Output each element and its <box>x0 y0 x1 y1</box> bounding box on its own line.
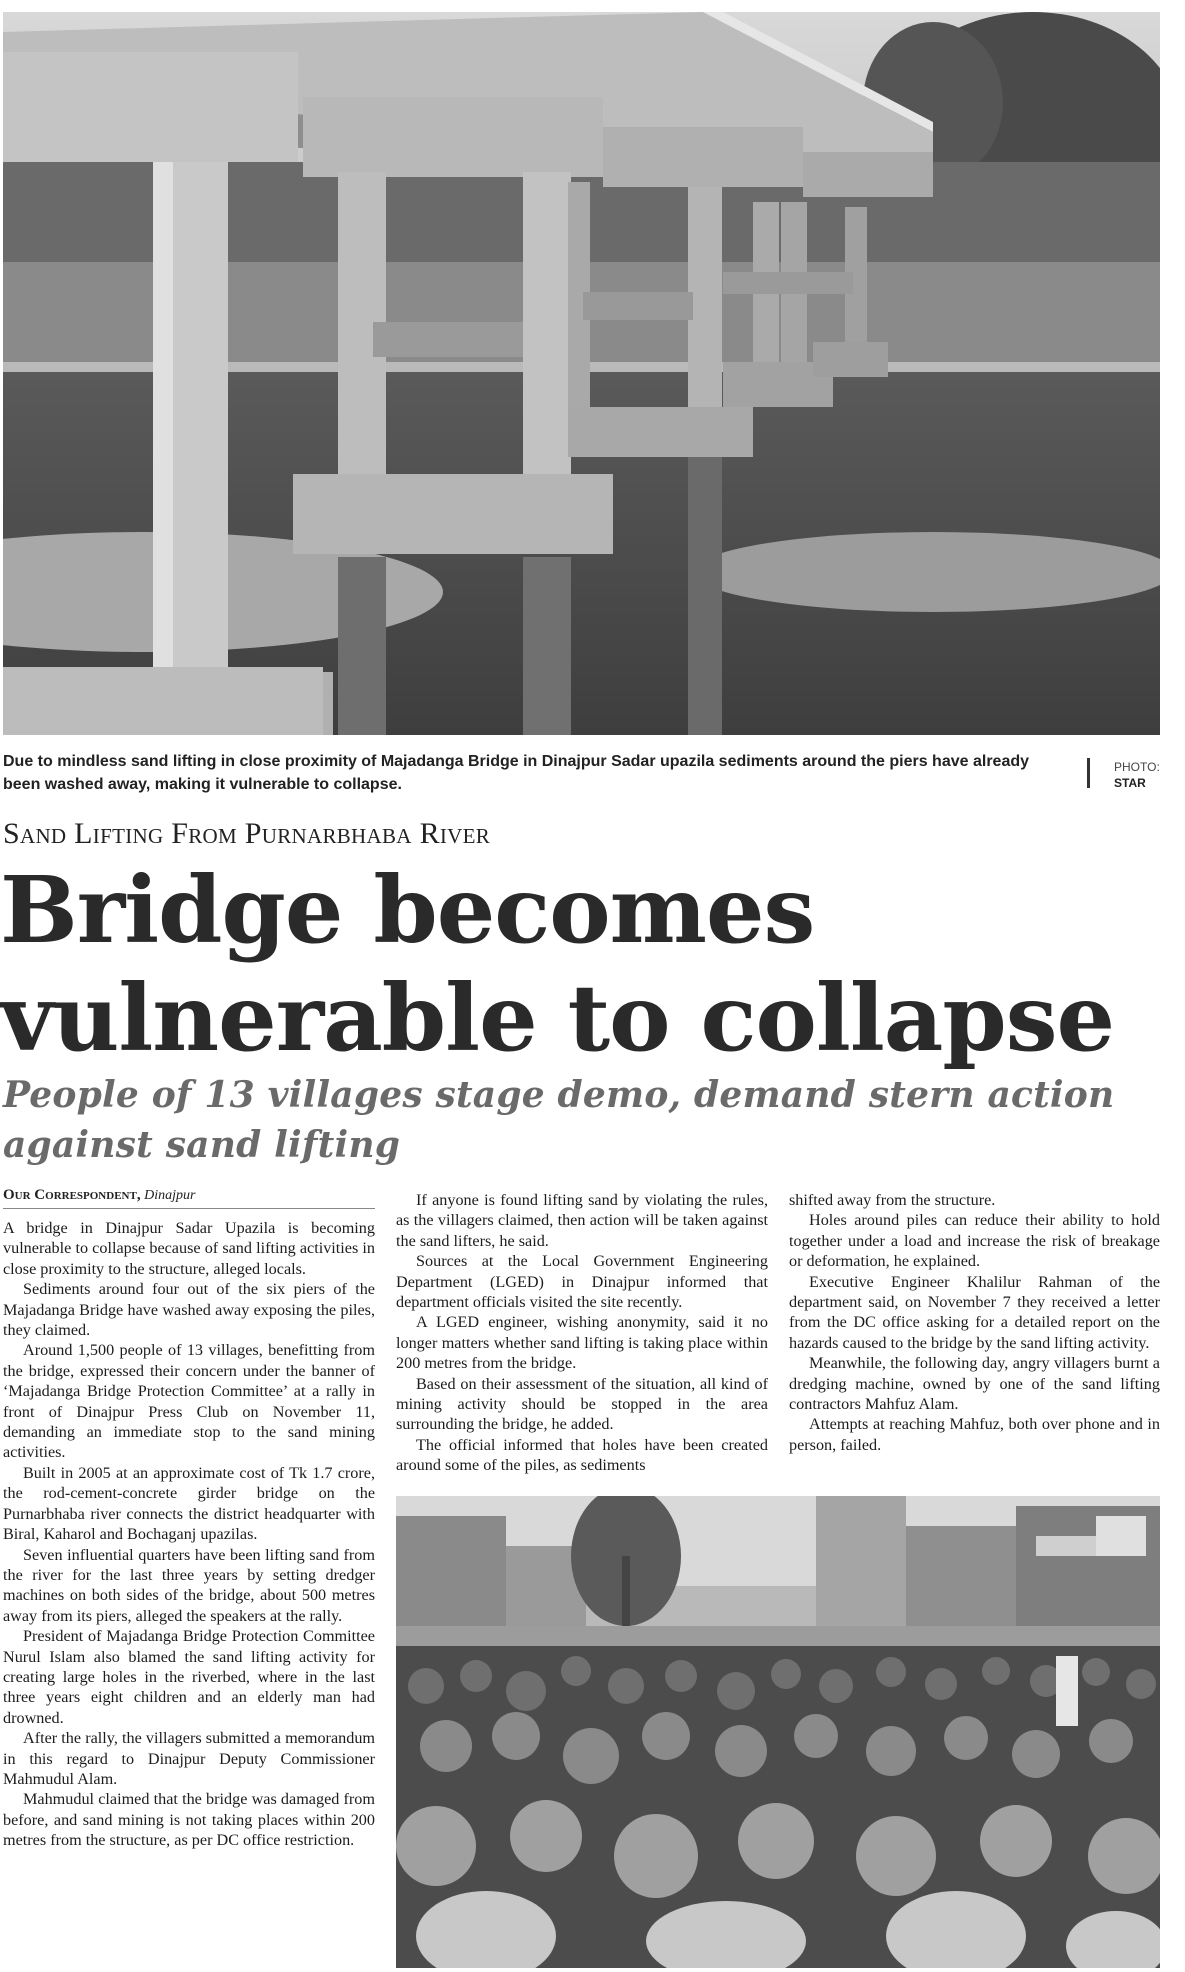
rally-crowd-photo <box>396 1496 1160 1968</box>
bridge-photo <box>3 12 1160 735</box>
rally-crowd-graphic <box>396 1496 1160 1968</box>
article-column-2 <box>396 1190 768 1476</box>
photo-credit-label: PHOTO: <box>1114 760 1160 774</box>
paragraph: Sediments around four out of the six piers of the Majadanga Bridge have washed away exposing the piles, they claimed. <box>3 1280 375 1340</box>
article-column-3 <box>789 1190 1160 1455</box>
kicker: Sand Lifting From Purnarbhaba River <box>3 817 491 850</box>
subheadline: People of 13 villages stage demo, demand stern action against sand lifting <box>3 1074 1115 1166</box>
photo-credit <box>1114 759 1174 791</box>
paragraph: Executive Engineer Khalilur Rahman of the department said, on November 7 they received a letter from the DC office asking for a detailed report on the hazards caused to the bridge by the sand lifting activity. <box>789 1272 1160 1352</box>
paragraph: After the rally, the villagers submitted a memorandum in this regard to Dinajpur Deputy Commissioner Mahmudul Alam. <box>3 1729 375 1788</box>
article-column-1 <box>3 1218 375 1851</box>
paragraph: Meanwhile, the following day, angry villagers burnt a dredging machine, owned by one of the sand lifting contractors Mahfuz Alam. <box>789 1354 1160 1414</box>
credit-divider <box>1087 758 1090 788</box>
paragraph: Seven influential quarters have been lifting sand from the river for the last three years by setting dredger machines on both sides of the bridge, about 500 metres away from its piers, alleged the speakers at the rally. <box>3 1545 375 1625</box>
paragraph: Around 1,500 people of 13 villages, benefitting from the bridge, expressed their concern under the banner of ‘Majadanga Bridge Protection Committee’ at a rally in front of Dinajpur Press Club on November 11, demanding an immediate stop to the sand mining activities. <box>3 1341 375 1462</box>
paragraph: Attempts at reaching Mahfuz, both over phone and in person, failed. <box>789 1415 1160 1454</box>
paragraph: President of Majadanga Bridge Protection Committee Nurul Islam also blamed the sand lifting activity for creating large holes in the riverbed, where in the last three years eight children and an elderly man had drowned. <box>3 1627 375 1727</box>
paragraph: Based on their assessment of the situation, all kind of mining activity should be stopped in the area surrounding the bridge, he added. <box>396 1374 768 1434</box>
paragraph: The official informed that holes have been created around some of the piles, as sediments <box>396 1435 768 1475</box>
paragraph: A LGED engineer, wishing anonymity, said it no longer matters whether sand lifting is taking place within 200 metres from the bridge. <box>396 1313 768 1373</box>
paragraph: Sources at the Local Government Engineering Department (LGED) in Dinajpur informed that department officials visited the site recently. <box>396 1252 768 1312</box>
paragraph: If anyone is found lifting sand by violating the rules, as the villagers claimed, then action will be taken against the sand lifters, he said. <box>396 1191 768 1250</box>
byline-divider <box>3 1208 375 1209</box>
paragraph: shifted away from the structure. <box>789 1191 996 1209</box>
photo-credit-agency: STAR <box>1114 776 1146 790</box>
byline-place: Dinajpur <box>144 1188 196 1203</box>
paragraph: Mahmudul claimed that the bridge was damaged from before, and sand mining is not taking places within 200 metres from the structure, as per DC office restriction. <box>3 1790 375 1850</box>
headline: Bridge becomes vulnerable to collapse <box>0 856 1115 1072</box>
byline <box>3 1186 383 1205</box>
paragraph: Holes around piles can reduce their ability to hold together under a load and increase the risk of breakage or deformation, he explained. <box>789 1211 1160 1271</box>
photo-caption: Due to mindless sand lifting in close proximity of Majadanga Bridge in Dinajpur Sadar upazila sediments around the piers have already been washed away, making it vulnerable to collapse. <box>3 753 1030 793</box>
paragraph: A bridge in Dinajpur Sadar Upazila is becoming vulnerable to collapse because of sand lifting activities in close proximity to the structure, alleged locals. <box>3 1219 375 1278</box>
paragraph: Built in 2005 at an approximate cost of Tk 1.7 crore, the rod-cement-concrete girder bridge on the Purnarbhaba river connects the district headquarter with Biral, Kaharol and Bochaganj upazilas. <box>3 1463 375 1544</box>
byline-name: Our Correspondent, <box>3 1187 141 1203</box>
bridge-photo-graphic <box>3 12 1160 735</box>
